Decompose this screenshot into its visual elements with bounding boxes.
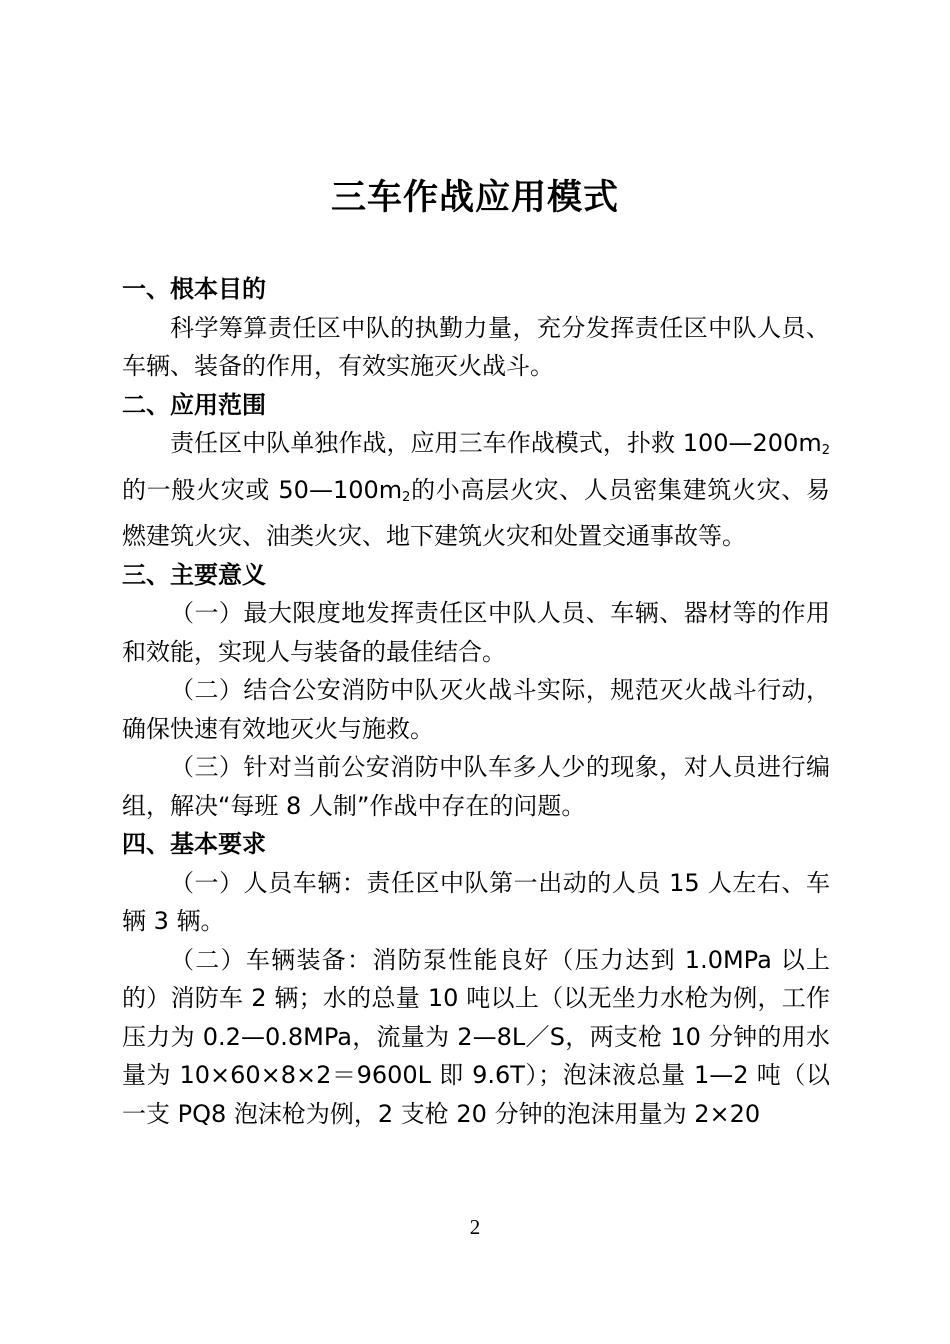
paragraph: （二）结合公安消防中队灭火战斗实际，规范灭火战斗行动，确保快速有效地灭火与施救。 [122,676,830,743]
section-requirements [122,825,830,1133]
paragraph: （二）车辆装备：消防泵性能良好（压力达到 1.0MPa 以上的）消防车 2 辆；水的总量 10 吨以上（以无坐力水枪为例，工作压力为 0.2—0.8MPa，流量为 2—8L／S，两支枪 10 分钟的用水量为 10×60×8×2＝9600L 即 9.6T）；泡沫液总量 1—2 吨（以一支 PQ8 泡沫枪为例，2 支枪 20 分钟的泡沫用量为 2×20 [122,945,830,1128]
section-heading: 四、基本要求 [122,830,266,858]
paragraph-text: 的小高层火灾、人员密集建筑火灾、易燃建筑火灾、油类火灾、地下建筑火灾和处置交通事故等。 [122,475,831,550]
section-heading: 一、根本目的 [122,275,266,303]
paragraph: （三）针对当前公安消防中队车多人少的现象，对人员进行编组，解决“每班 8 人制”作战中存在的问题。 [122,753,830,820]
section-heading: 二、应用范围 [122,390,266,419]
paragraph: （一）最大限度地发挥责任区中队人员、车辆、器材等的作用和效能，实现人与装备的最佳结合。 [122,599,830,666]
page-number: 2 [469,1215,481,1239]
paragraph-text: 的一般火灾或 50—100m [122,475,403,504]
section-purpose [122,270,830,386]
subscript: 2 [402,489,411,505]
paragraph [122,424,830,556]
section-significance [122,556,830,826]
document-title: 三车作战应用模式 [330,178,619,218]
subscript: 2 [821,443,830,458]
section-scope [122,386,830,556]
paragraph-text: 责任区中队单独作战，应用三车作战模式，扑救 100—200m [170,429,822,457]
paragraph: 科学筹算责任区中队的执勤力量，充分发挥责任区中队人员、车辆、装备的作用，有效实施灭火战斗。 [122,313,830,380]
document-body [122,270,830,1133]
paragraph: （一）人员车辆：责任区中队第一出动的人员 15 人左右、车辆 3 辆。 [122,868,830,935]
section-heading: 三、主要意义 [122,560,266,589]
